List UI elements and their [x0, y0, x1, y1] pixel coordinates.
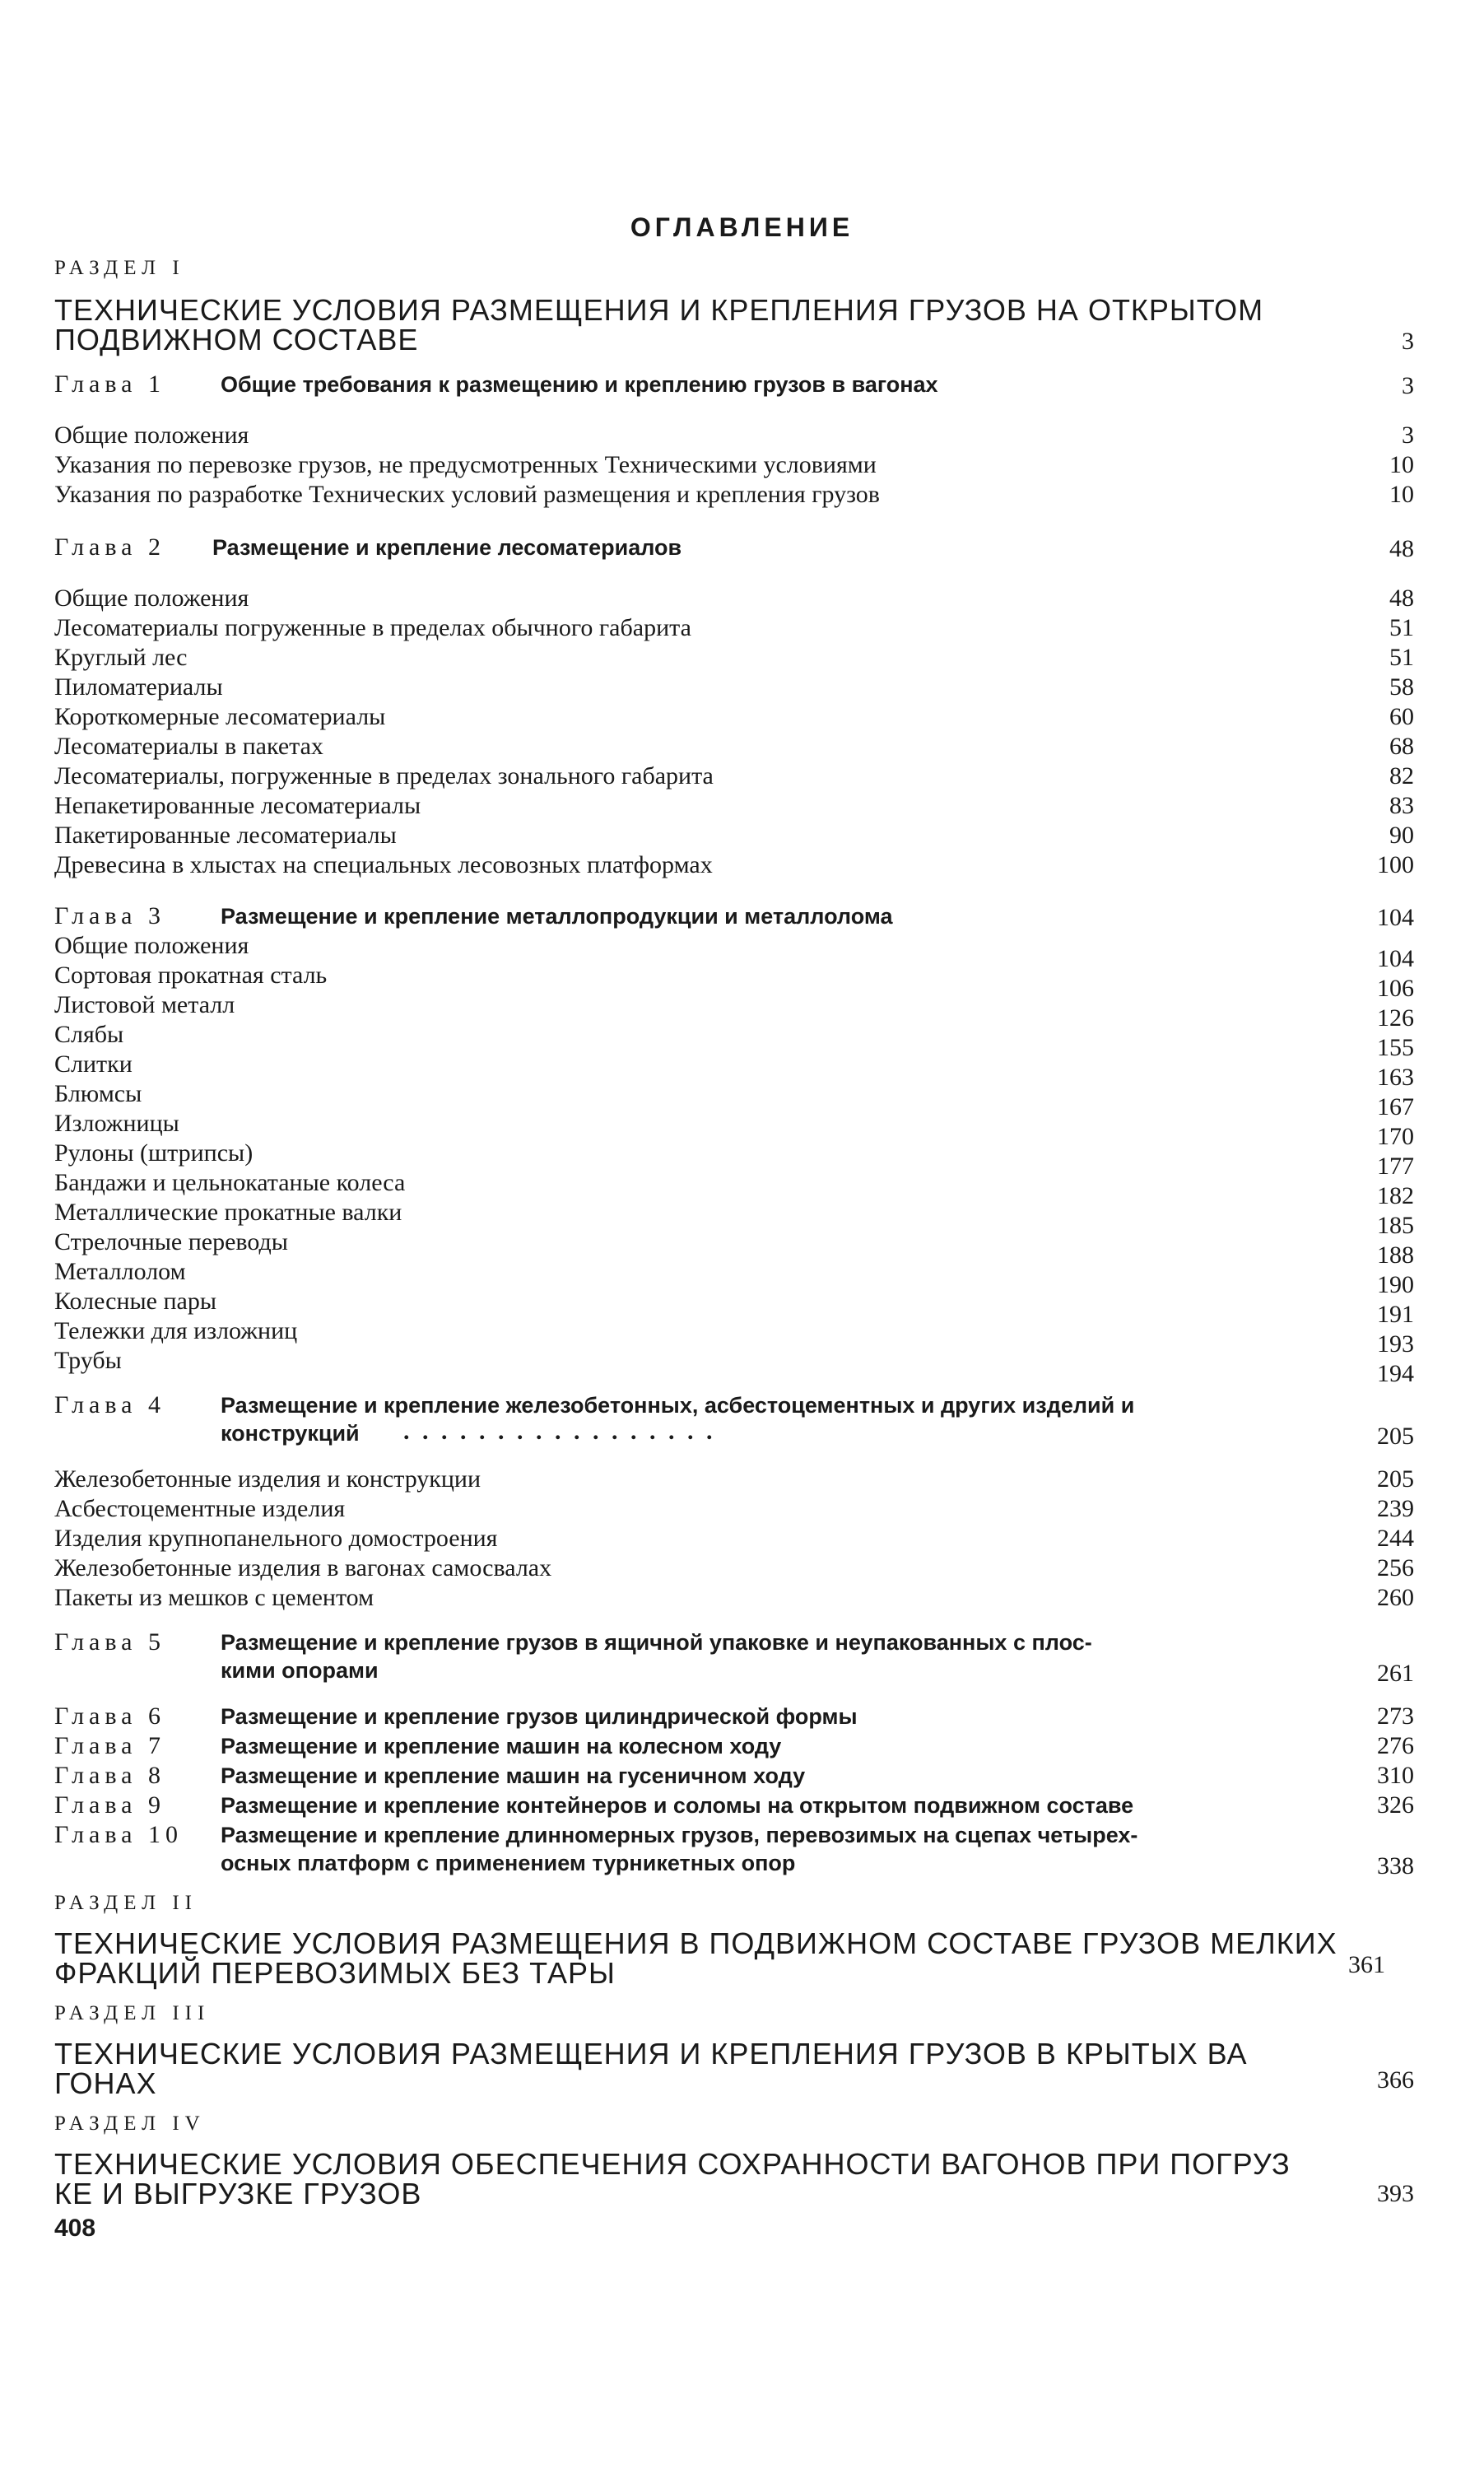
chapter-3-entry-page: 182 — [1377, 1182, 1414, 1209]
chapter-5-page: 261 — [1377, 1660, 1414, 1687]
chapter-2-entry: Древесина в хлыстах на специальных лесовозных платформах — [54, 851, 713, 878]
chapter-3-entry-page: 104 — [1377, 945, 1414, 972]
chapter-2-entry-page: 51 — [1389, 644, 1414, 671]
chapter-5-label: Глава 5 — [54, 1628, 165, 1656]
chapter-8-label: Глава 8 — [54, 1762, 165, 1789]
chapter-2-entry-page: 48 — [1389, 585, 1414, 612]
chapter-4-entry: Изделия крупнопанельного домостроения — [54, 1525, 498, 1552]
chapter-3-entry-page: 155 — [1377, 1034, 1414, 1061]
section-4-title-line-1: ТЕХНИЧЕСКИЕ УСЛОВИЯ ОБЕСПЕЧЕНИЯ СОХРАННОСТИ ВАГОНОВ ПРИ ПОГРУЗ — [54, 2147, 1291, 2181]
chapter-4-entry: Пакеты из мешков с цементом — [54, 1584, 374, 1611]
section-1-title-line-2: ПОДВИЖНОМ СОСТАВЕ — [54, 323, 419, 356]
chapter-10-page: 338 — [1377, 1852, 1414, 1879]
chapter-4-entry-page: 244 — [1377, 1525, 1414, 1552]
chapter-4-title-line-1: Размещение и крепление железобетонных, асбестоцементных и других изделий и — [221, 1393, 1135, 1418]
chapter-2-title: Размещение и крепление лесоматериалов — [212, 535, 682, 560]
chapter-3-entry-page: 191 — [1377, 1301, 1414, 1328]
section-2-title-line-1: ТЕХНИЧЕСКИЕ УСЛОВИЯ РАЗМЕЩЕНИЯ В ПОДВИЖНОМ СОСТАВЕ ГРУЗОВ МЕЛКИХ — [54, 1926, 1337, 1960]
chapter-1-entry: Указания по перевозке грузов, не предусмотренных Техническими условиями — [54, 451, 877, 478]
chapter-2-page: 48 — [1389, 535, 1414, 562]
chapter-2-entry: Непакетированные лесоматериалы — [54, 792, 421, 819]
chapter-1-page: 3 — [1402, 372, 1414, 399]
chapter-9-label: Глава 9 — [54, 1791, 165, 1819]
chapter-3-entry-page: 194 — [1377, 1360, 1414, 1387]
chapter-4-entry: Асбестоцементные изделия — [54, 1495, 346, 1522]
chapter-3-entry: Листовой металл — [54, 991, 235, 1018]
chapter-3-label: Глава 3 — [54, 902, 165, 929]
chapter-1-entry: Указания по разработке Технических условий размещения и крепления грузов — [54, 481, 880, 508]
chapter-3-entry: Рулоны (штрипсы) — [54, 1139, 254, 1167]
section-1-page: 3 — [1402, 328, 1414, 355]
chapter-7-title: Размещение и крепление машин на колесном ходу — [221, 1734, 782, 1758]
chapter-2-entry-page: 83 — [1389, 792, 1414, 819]
chapter-8-page: 310 — [1377, 1762, 1414, 1789]
chapter-3-entry-page: 185 — [1377, 1212, 1414, 1239]
chapter-4-entry-page: 260 — [1377, 1584, 1414, 1611]
chapter-3-entry: Металлолом — [54, 1258, 186, 1285]
chapter-3-entry-page: 126 — [1377, 1004, 1414, 1032]
chapter-2-entry: Лесоматериалы погруженные в пределах обычного габарита — [54, 614, 691, 641]
chapter-2-entry-page: 68 — [1389, 733, 1414, 760]
section-3-title-line-1: ТЕХНИЧЕСКИЕ УСЛОВИЯ РАЗМЕЩЕНИЯ И КРЕПЛЕНИЯ ГРУЗОВ В КРЫТЫХ ВА — [54, 2037, 1248, 2070]
chapter-3-entry-page: 190 — [1377, 1271, 1414, 1298]
chapter-3-entry-page: 170 — [1377, 1123, 1414, 1150]
chapter-3-entry: Колесные пары — [54, 1288, 217, 1315]
chapter-4-leader-dots: . . . . . . . . . . . . . . . . . — [403, 1418, 716, 1445]
chapter-7-label: Глава 7 — [54, 1732, 165, 1759]
chapter-4-entry: Железобетонные изделия и конструкции — [54, 1465, 481, 1493]
chapter-6-label: Глава 6 — [54, 1702, 165, 1730]
section-2-title-line-2: ФРАКЦИЙ ПЕРЕВОЗИМЫХ БЕЗ ТАРЫ — [54, 1956, 616, 1990]
toc-title: ОГЛАВЛЕНИЕ — [630, 212, 854, 242]
chapter-3-entry: Бандажи и цельнокатаные колеса — [54, 1169, 406, 1196]
chapter-1-entry: Общие положения — [54, 422, 249, 449]
chapter-5-title-line-1: Размещение и крепление грузов в ящичной упаковке и неупакованных с плос- — [221, 1630, 1092, 1655]
chapter-3-entry: Общие положения — [54, 932, 249, 959]
chapter-9-title: Размещение и крепление контейнеров и соломы на открытом подвижном составе — [221, 1793, 1134, 1818]
chapter-10-title-line-1: Размещение и крепление длинномерных грузов, перевозимых на сцепах четырех- — [221, 1823, 1138, 1847]
chapter-3-entry-page: 177 — [1377, 1153, 1414, 1180]
chapter-3-entry-page: 188 — [1377, 1241, 1414, 1269]
chapter-3-entry: Металлические прокатные валки — [54, 1199, 402, 1226]
chapter-3-entry: Слитки — [54, 1050, 133, 1078]
chapter-2-entry-page: 58 — [1389, 673, 1414, 701]
chapter-10-label: Глава 10 — [54, 1821, 183, 1848]
chapter-2-entry-page: 90 — [1389, 822, 1414, 849]
page-number: 408 — [54, 2215, 96, 2242]
chapter-6-page: 273 — [1377, 1702, 1414, 1730]
chapter-2-entry: Лесоматериалы, погруженные в пределах зонального габарита — [54, 762, 714, 790]
section-3-label: РАЗДЕЛ III — [54, 2002, 211, 2024]
chapter-2-label: Глава 2 — [54, 533, 165, 561]
chapter-4-entry-page: 205 — [1377, 1465, 1414, 1493]
chapter-3-entry: Стрелочные переводы — [54, 1228, 288, 1255]
chapter-2-entry-page: 51 — [1389, 614, 1414, 641]
chapter-8-title: Размещение и крепление машин на гусеничном ходу — [221, 1763, 806, 1788]
chapter-3-entry: Изложницы — [54, 1110, 179, 1137]
chapter-6-title: Размещение и крепление грузов цилиндрической формы — [221, 1704, 858, 1729]
chapter-4-title-line-2: конструкций — [221, 1421, 360, 1446]
chapter-2-entry-page: 60 — [1389, 703, 1414, 730]
section-1-title-line-1: ТЕХНИЧЕСКИЕ УСЛОВИЯ РАЗМЕЩЕНИЯ И КРЕПЛЕНИЯ ГРУЗОВ НА ОТКРЫТОМ — [54, 293, 1264, 327]
chapter-10-title-line-2: осных платформ с применением турникетных опор — [221, 1851, 796, 1875]
chapter-2-entry: Короткомерные лесоматериалы — [54, 703, 386, 730]
chapter-3-entry: Сортовая прокатная сталь — [54, 962, 328, 989]
chapter-2-entry-page: 82 — [1389, 762, 1414, 790]
chapter-2-entry: Круглый лес — [54, 644, 188, 671]
chapter-2-entry: Пакетированные лесоматериалы — [54, 822, 397, 849]
chapter-2-entry: Пиломатериалы — [54, 673, 223, 701]
chapter-1-entry-page: 3 — [1402, 422, 1414, 449]
chapter-3-entry-page: 163 — [1377, 1064, 1414, 1091]
section-4-label: РАЗДЕЛ IV — [54, 2112, 206, 2135]
chapter-3-entry-page: 106 — [1377, 975, 1414, 1002]
chapter-7-page: 276 — [1377, 1732, 1414, 1759]
section-2-label: РАЗДЕЛ II — [54, 1892, 198, 1914]
section-1-label: РАЗДЕЛ I — [54, 257, 185, 279]
chapter-1-title: Общие требования к размещению и креплению грузов в вагонах — [221, 372, 938, 397]
chapter-3-entry: Трубы — [54, 1347, 122, 1374]
chapter-1-entry-page: 10 — [1389, 451, 1414, 478]
chapter-3-entry: Блюмсы — [54, 1080, 142, 1107]
chapter-2-entry: Общие положения — [54, 585, 249, 612]
chapter-3-entry: Тележки для изложниц — [54, 1317, 298, 1344]
section-3-title-line-2: ГОНАХ — [54, 2066, 157, 2100]
chapter-2-entry-page: 100 — [1377, 851, 1414, 878]
chapter-4-entry: Железобетонные изделия в вагонах самосвалах — [54, 1554, 552, 1581]
chapter-4-entry-page: 256 — [1377, 1554, 1414, 1581]
chapter-3-entry: Слябы — [54, 1021, 124, 1048]
chapter-1-label: Глава 1 — [54, 370, 165, 398]
chapter-4-label: Глава 4 — [54, 1391, 165, 1418]
chapter-4-entry-page: 239 — [1377, 1495, 1414, 1522]
chapter-3-title: Размещение и крепление металлопродукции и металлолома — [221, 904, 893, 929]
chapter-5-title-line-2: кими опорами — [221, 1658, 379, 1683]
chapter-2-entry: Лесоматериалы в пакетах — [54, 733, 323, 760]
section-2-page: 361 — [1348, 1951, 1385, 1978]
section-4-title-line-2: КЕ И ВЫГРУЗКЕ ГРУЗОВ — [54, 2177, 422, 2210]
section-3-page: 366 — [1377, 2066, 1414, 2094]
chapter-3-entry-page: 167 — [1377, 1093, 1414, 1120]
chapter-3-page: 104 — [1377, 904, 1414, 931]
section-4-page: 393 — [1377, 2180, 1414, 2207]
chapter-1-entry-page: 10 — [1389, 481, 1414, 508]
chapter-3-entry-page: 193 — [1377, 1330, 1414, 1358]
chapter-4-page: 205 — [1377, 1423, 1414, 1450]
chapter-9-page: 326 — [1377, 1791, 1414, 1819]
